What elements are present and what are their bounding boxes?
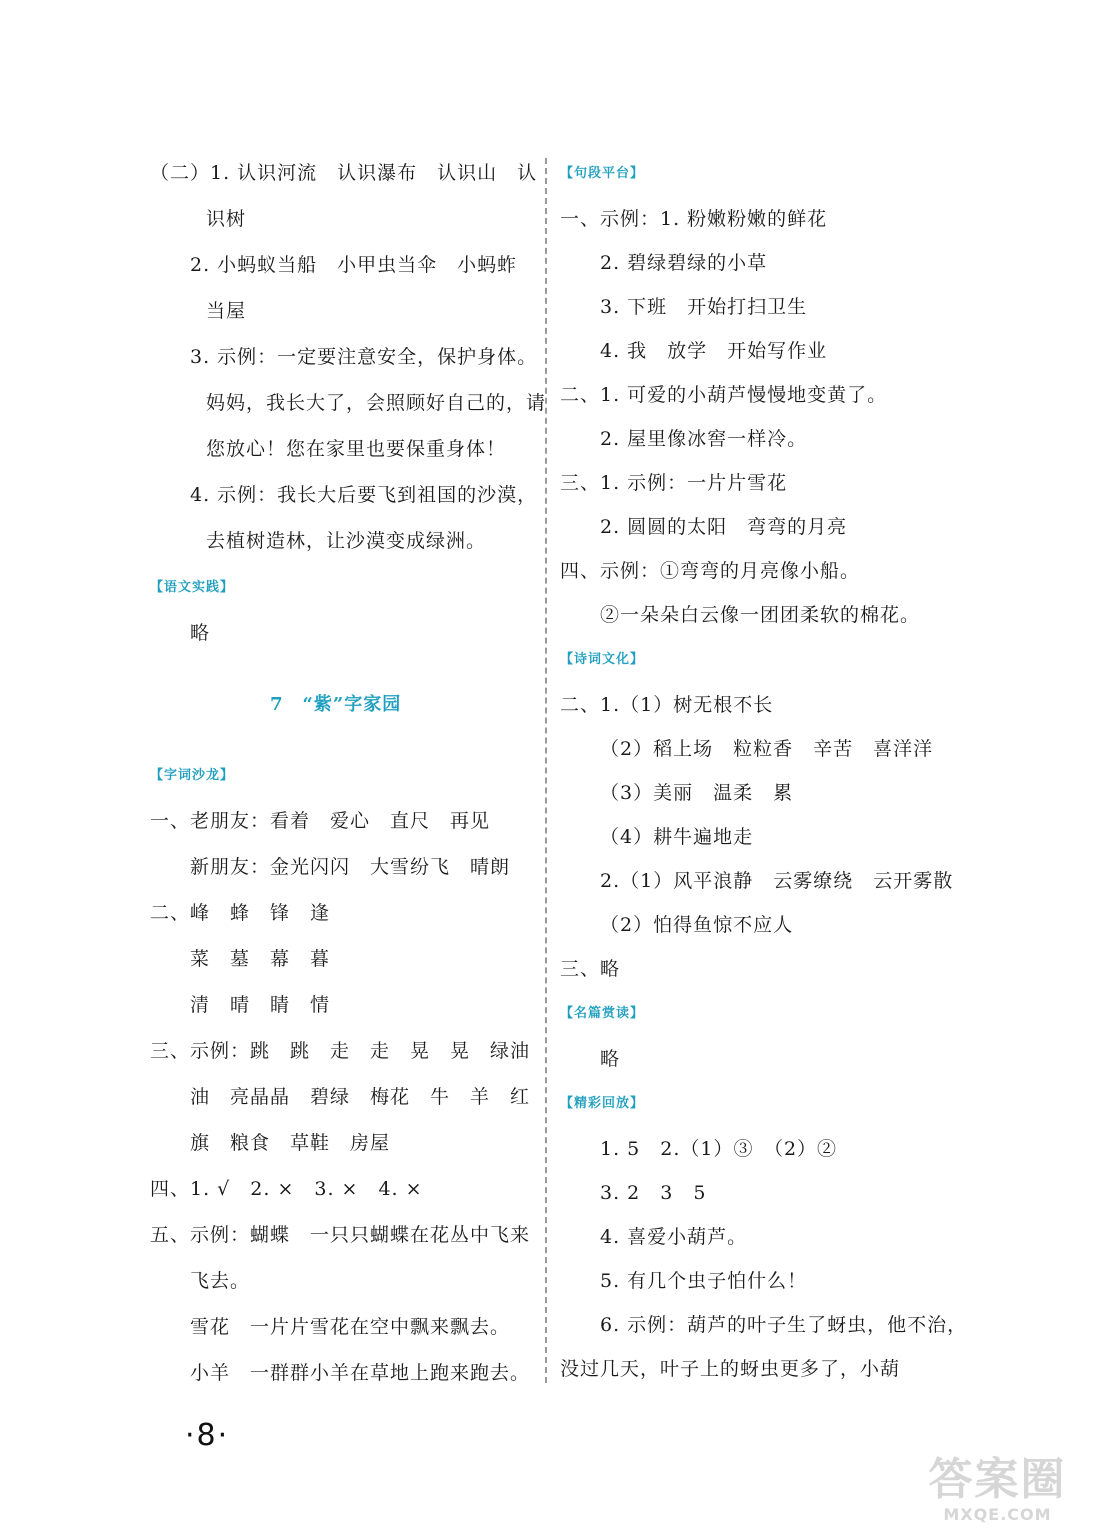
watermark-logo bbox=[905, 1455, 1090, 1530]
text-line: 旗 粮食 草鞋 房屋 bbox=[190, 1132, 391, 1154]
text-line: 清 晴 睛 情 bbox=[190, 994, 331, 1016]
text-line: ②一朵朵白云像一团团柔软的棉花。 bbox=[600, 604, 921, 626]
text-line: 3. 2 3 5 bbox=[600, 1182, 707, 1204]
text-line: 新朋友：金光闪闪 大雪纷飞 晴朗 bbox=[190, 856, 511, 878]
text-line: 油 亮晶晶 碧绿 梅花 牛 羊 红 bbox=[190, 1086, 531, 1108]
text-line: 雪花 一片片雪花在空中飘来飘去。 bbox=[190, 1316, 511, 1338]
section-tag: 【精彩回放】 bbox=[560, 1096, 645, 1111]
text-line: 四、示例：①弯弯的月亮像小船。 bbox=[560, 560, 861, 582]
text-line: 三、略 bbox=[560, 958, 621, 980]
page-number: ·8· bbox=[185, 1418, 230, 1453]
text-line: 没过几天，叶子上的蚜虫更多了，小葫 bbox=[560, 1358, 901, 1380]
watermark-top: 答案圈 bbox=[928, 1454, 1067, 1505]
text-line: 5. 有几个虫子怕什么！ bbox=[600, 1270, 808, 1292]
text-line: 妈妈，我长大了，会照顾好自己的，请 bbox=[206, 392, 547, 414]
section-tag: 【语文实践】 bbox=[150, 580, 235, 595]
text-line: 三、示例：跳 跳 走 走 晃 晃 绿油 bbox=[150, 1040, 531, 1062]
text-line: 3. 下班 开始打扫卫生 bbox=[600, 296, 808, 318]
text-line: 4. 喜爱小葫芦。 bbox=[600, 1226, 748, 1248]
text-line: 二、1.（1）树无根不长 bbox=[560, 694, 774, 716]
text-line: 小羊 一群群小羊在草地上跑来跑去。 bbox=[190, 1362, 531, 1384]
text-line: 四、1. √ 2. × 3. × 4. × bbox=[150, 1178, 423, 1200]
text-line: 略 bbox=[600, 1048, 621, 1070]
text-line: 二、1. 可爱的小葫芦慢慢地变黄了。 bbox=[560, 384, 888, 406]
section-tag: 【句段平台】 bbox=[560, 166, 645, 181]
text-line: 4. 我 放学 开始写作业 bbox=[600, 340, 828, 362]
section-tag: 【诗词文化】 bbox=[560, 652, 645, 667]
text-line: 您放心！您在家里也要保重身体！ bbox=[206, 438, 507, 460]
text-line: 二、峰 蜂 锋 逢 bbox=[150, 902, 331, 924]
text-line: 2. 圆圆的太阳 弯弯的月亮 bbox=[600, 516, 848, 538]
text-line: （4）耕牛遍地走 bbox=[600, 826, 754, 848]
text-line: （3）美丽 温柔 累 bbox=[600, 782, 794, 804]
section-tag: 【字词沙龙】 bbox=[150, 768, 235, 783]
text-line: 识树 bbox=[206, 208, 247, 230]
text-line: 3. 示例：一定要注意安全，保护身体。 bbox=[190, 346, 538, 368]
text-line: 略 bbox=[190, 622, 211, 644]
text-line: 菜 墓 幕 暮 bbox=[190, 948, 331, 970]
text-line: 三、1. 示例：一片片雪花 bbox=[560, 472, 788, 494]
watermark-bottom: MXQE.COM bbox=[943, 1505, 1052, 1524]
text-line: 五、示例：蝴蝶 一只只蝴蝶在花丛中飞来 bbox=[150, 1224, 531, 1246]
section-tag: 【名篇赏读】 bbox=[560, 1006, 645, 1021]
text-line: 一、老朋友：看着 爱心 直尺 再见 bbox=[150, 810, 491, 832]
text-line: （2）怕得鱼惊不应人 bbox=[600, 914, 794, 936]
text-line: 当屋 bbox=[206, 300, 247, 322]
text-line: 1. 5 2.（1）③ （2）② bbox=[600, 1138, 838, 1160]
text-line: 去植树造林，让沙漠变成绿洲。 bbox=[206, 530, 487, 552]
text-line: （二）1. 认识河流 认识瀑布 认识山 认 bbox=[150, 162, 538, 184]
text-line: 2. 碧绿碧绿的小草 bbox=[600, 252, 768, 274]
text-line: （2）稻上场 粒粒香 辛苦 喜洋洋 bbox=[600, 738, 934, 760]
text-line: 4. 示例：我长大后要飞到祖国的沙漠， bbox=[190, 484, 538, 506]
text-line: 2.（1）风平浪静 云雾缭绕 云开雾散 bbox=[600, 870, 954, 892]
text-line: 2. 屋里像冰窖一样冷。 bbox=[600, 428, 808, 450]
text-line: 飞去。 bbox=[190, 1270, 251, 1292]
chapter-title: 7 “紫”字家园 bbox=[270, 694, 402, 715]
text-line: 6. 示例：葫芦的叶子生了蚜虫，他不治， bbox=[600, 1314, 968, 1336]
text-line: 2. 小蚂蚁当船 小甲虫当伞 小蚂蚱 bbox=[190, 254, 518, 276]
column-divider bbox=[545, 158, 547, 1383]
text-line: 一、示例：1. 粉嫩粉嫩的鲜花 bbox=[560, 208, 828, 230]
